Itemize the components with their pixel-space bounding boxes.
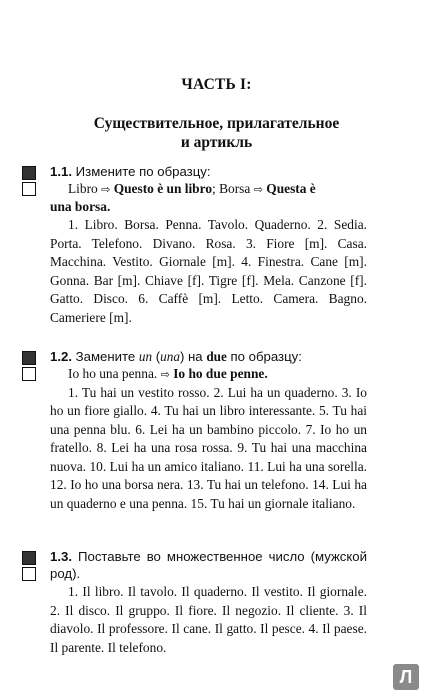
exercise-number: 1.2. [50,349,72,364]
filled-checkbox-icon [22,166,36,180]
empty-checkbox-icon[interactable] [22,567,36,581]
sample-result-continuation: una borsa [50,198,107,214]
sample-word: Libro [68,181,98,196]
checkboxes [22,166,38,196]
sample-result: Questa è [266,181,316,196]
exercise-sample [68,180,367,199]
exercise-instruction: на [184,349,207,364]
exercise-instruction: Поставьте во множественное число (мужской род). [50,549,367,581]
exercise-text [50,216,367,328]
publisher-logo-icon: Л [393,664,419,690]
sample-word: Io ho una penna. [68,366,158,381]
exercise-1-2 [22,348,367,514]
exercise-number: 1.1. [50,164,72,179]
exercise-heading: 1.2. Замените un (una) на due по образцу: [50,349,302,364]
instruction-italic: una [160,349,180,364]
arrow-icon: ⇨ [160,368,170,381]
sample-result: Io ho due penne. [173,366,268,381]
sample-result: Questo è un libro [113,181,213,196]
checkboxes [22,551,38,581]
instruction-italic: un [138,349,153,364]
empty-checkbox-icon[interactable] [22,182,36,196]
empty-checkbox-icon[interactable] [22,367,36,381]
exercise-1-3 [22,548,367,657]
arrow-icon: ⇨ [101,183,111,196]
exercise-sample [68,365,367,384]
exercise-heading [50,548,367,582]
filled-checkbox-icon [22,551,36,565]
section-title-line2: и артикль [180,134,253,151]
exercise-instruction: по образцу: [226,349,302,364]
section-title-line1: Существительное, прилагательное [93,115,340,132]
checkboxes [22,351,38,381]
exercise-items: 1. Il libro. Il tavolo. Il quaderno. Il vestito. Il giornale. 2. Il disco. Il gruppo. Il fiore. Il negozio. Il cliente. 3. Il diavolo. Il professore. Il cane. Il gatto. Il pesce. 4. Il paese. Il parente. Il telefono. [50,584,367,655]
exercise-sample-cont: una borsa. [50,198,111,214]
exercise-instruction: Измените по образцу: [75,164,211,179]
exercise-text [50,384,367,514]
exercise-1-1 [22,163,367,328]
exercise-instruction: Замените [75,349,139,364]
section-title [0,114,433,152]
exercise-items: 1. Tu hai un vestito rosso. 2. Lui ha un quaderno. 3. Io ho un fiore giallo. 4. Tu hai un libro interessante. 5. Tu hai una penna blu. 6. Lei ha un bambino piccolo. 7. Io ho un fratello. 8. Lei ha una rosa rossa. 9. Tu hai una macchina nuova. 10. Lui ha un amico italiano. 11. Lui ha una sorella. 12. Io ho una borsa nera. 13. Tu hai un telefono. 14. Lui ha un quaderno e una penna. 15. Tu hai un giornale italiano. [50,384,367,512]
exercise-heading [50,163,367,180]
part-title: ЧАСТЬ I: [181,76,252,93]
filled-checkbox-icon [22,351,36,365]
exercise-items: 1. Libro. Borsa. Penna. Tavolo. Quaderno. 2. Sedia. Porta. Telefono. Divano. Rosa. 3. Fiore [m]. Casa. Macchina. Vestito. Giornale [m]. 4. Finestra. Cane [m]. Gonna. Bar [m]. Chiave [f]. Tigre [f]. Mela. Canzone [f]. Gatto. Disco. 6. Caffè [m]. Letto. Camera. Bagno. Cameriere [m]. [50,217,367,326]
sample-word: ; Borsa [212,181,251,196]
arrow-icon: ⇨ [253,183,263,196]
exercise-number: 1.3. [50,549,72,564]
instruction-bold: due [206,349,227,364]
exercise-text [50,583,367,657]
